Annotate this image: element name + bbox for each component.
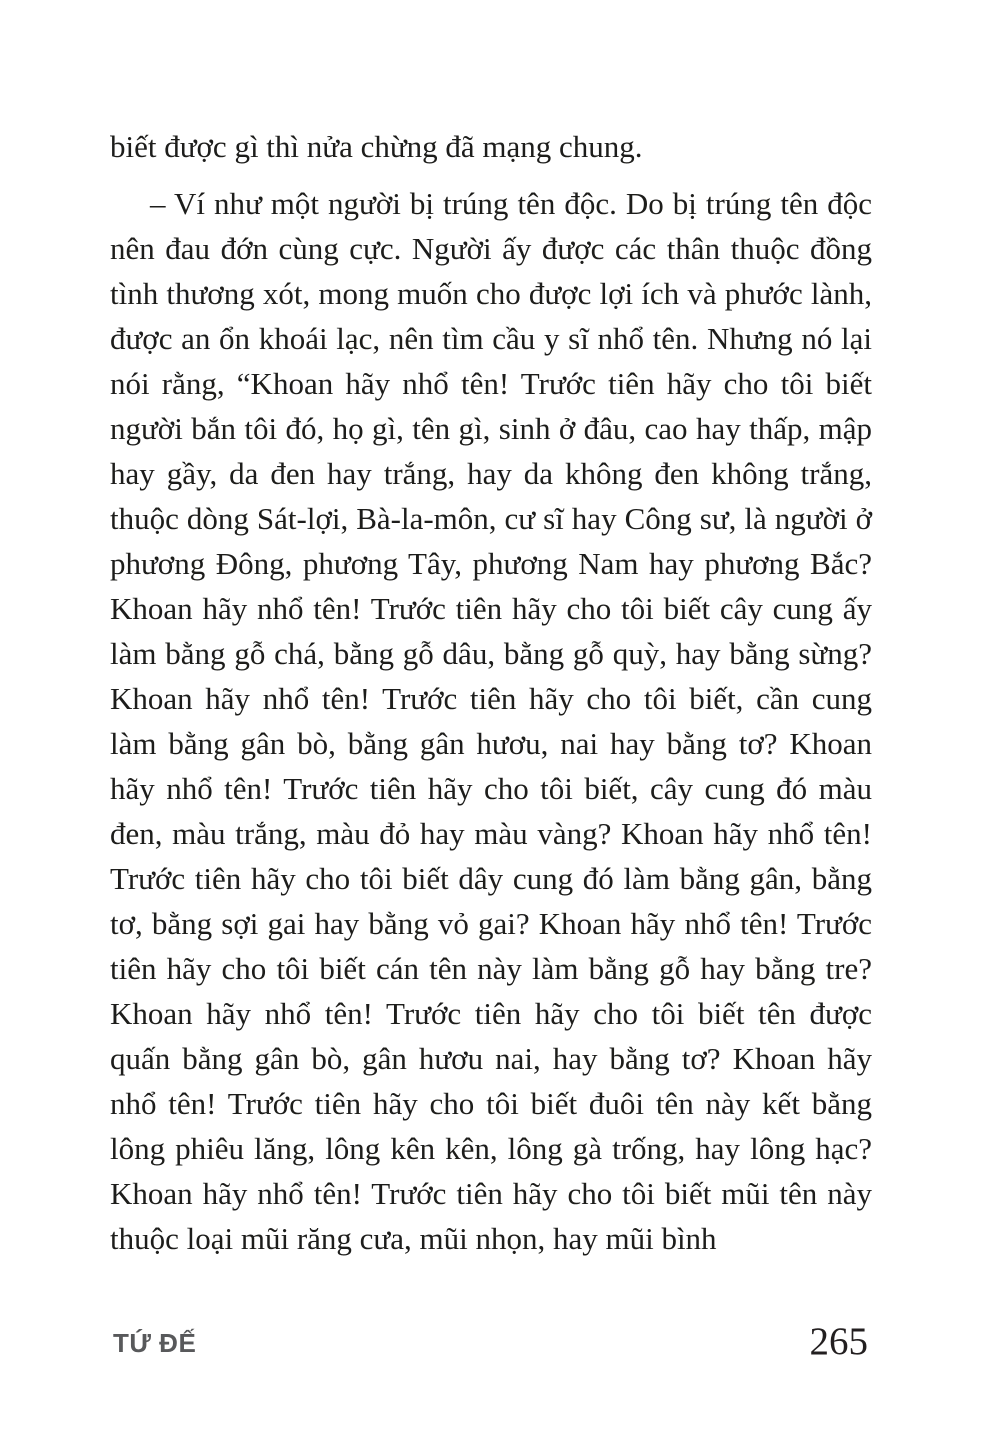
paragraph-continuation: biết được gì thì nửa chừng đã mạng chung. [110, 129, 643, 164]
page-body [110, 124, 872, 1261]
paragraph-poison-arrow-simile: – Ví như một người bị trúng tên độc. Do bị trúng tên độc nên đau đớn cùng cực. Người ấy được các thân thuộc đồng tình thương xót, mong muốn cho được lợi ích và phước lành, được an ổn khoái lạc, nên tìm cầu y sĩ nhổ tên. Nhưng nó lại nói rằng, “Khoan hãy nhổ tên! Trước tiên hãy cho tôi biết người bắn tôi đó, họ gì, tên gì, sinh ở đâu, cao hay thấp, mập hay gầy, da đen hay trắng, hay da không đen không trắng, thuộc dòng Sát-lợi, Bà-la-môn, cư sĩ hay Công sư, là người ở phương Đông, phương Tây, phương Nam hay phương Bắc? Khoan hãy nhổ tên! Trước tiên hãy cho tôi biết cây cung ấy làm bằng gỗ chá, bằng gỗ dâu, bằng gỗ quỳ, hay bằng sừng? Khoan hãy nhổ tên! Trước tiên hãy cho tôi biết, cần cung làm bằng gân bò, bằng gân hươu, nai hay bằng tơ? Khoan hãy nhổ tên! Trước tiên hãy cho tôi biết, cây cung đó màu đen, màu trắng, màu đỏ hay màu vàng? Khoan hãy nhổ tên! Trước tiên hãy cho tôi biết dây cung đó làm bằng gân, bằng tơ, bằng sợi gai hay bằng vỏ gai? Khoan hãy nhổ tên! Trước tiên hãy cho tôi biết cán tên này làm bằng gỗ hay bằng tre? Khoan hãy nhổ tên! Trước tiên hãy cho tôi biết tên được quấn bằng gân bò, gân hươu nai, hay bằng tơ? Khoan hãy nhổ tên! Trước tiên hãy cho tôi biết đuôi tên này kết bằng lông phiêu lăng, lông kên kên, lông gà trống, hay lông hạc? Khoan hãy nhổ tên! Trước tiên hãy cho tôi biết mũi tên này thuộc loại mũi răng cưa, mũi nhọn, hay mũi bình [110, 186, 872, 1256]
running-footer-title: TỨ ĐẾ [113, 1328, 197, 1358]
page-footer [0, 1322, 1000, 1366]
page-number: 265 [809, 1320, 868, 1363]
